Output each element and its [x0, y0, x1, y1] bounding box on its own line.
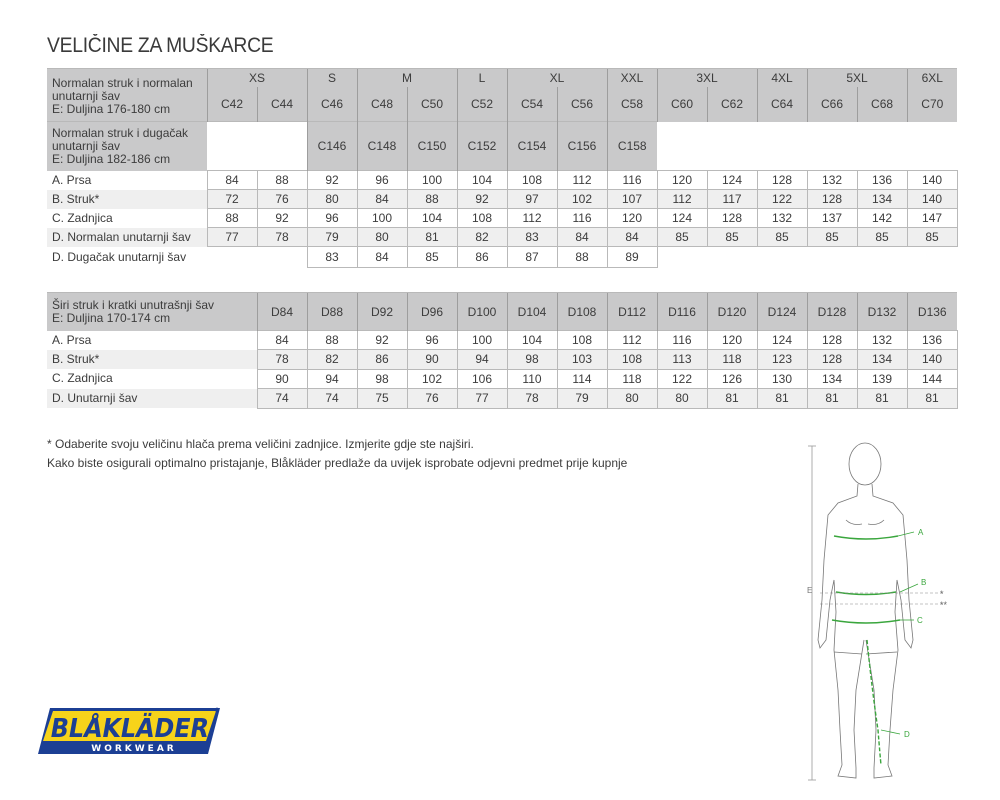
measure-cell — [907, 247, 957, 268]
measure-cell: 100 — [457, 331, 507, 350]
measure-cell: 85 — [707, 228, 757, 247]
measure-cell: 86 — [357, 350, 407, 370]
measure-cell: 86 — [457, 247, 507, 268]
measure-cell: 104 — [457, 171, 507, 190]
measure-cell: 84 — [607, 228, 657, 247]
measure-cell: 128 — [757, 171, 807, 190]
measure-cell: 128 — [807, 350, 857, 370]
measure-cell: 136 — [907, 331, 957, 350]
measure-cell: 137 — [807, 209, 857, 228]
size-code-d92: D92 — [357, 293, 407, 331]
long-size-empty — [757, 122, 807, 171]
measure-cell: 132 — [857, 331, 907, 350]
size-code-d124: D124 — [757, 293, 807, 331]
measure-cell: 85 — [907, 228, 957, 247]
measure-cell: 116 — [607, 171, 657, 190]
size-code-c62: C62 — [707, 87, 757, 122]
marker-single: * — [940, 589, 944, 599]
size-code-d88: D88 — [307, 293, 357, 331]
size-group-4xl: 4XL — [757, 69, 807, 87]
measure-cell: 80 — [657, 389, 707, 409]
measure-cell: 90 — [407, 350, 457, 370]
measure-cell: 89 — [607, 247, 657, 268]
measure-cell: 139 — [857, 369, 907, 389]
size-code-c66: C66 — [807, 87, 857, 122]
measure-cell: 78 — [257, 228, 307, 247]
measure-cell: 132 — [757, 209, 807, 228]
table2-header-label: Širi struk i kratki unutrašnji šav E: Duljina 170-174 cm — [47, 293, 257, 331]
size-group-3xl: 3XL — [657, 69, 757, 87]
measure-cell: 85 — [407, 247, 457, 268]
measure-cell: 77 — [457, 389, 507, 409]
size-group-m: M — [357, 69, 457, 87]
measure-cell: 128 — [807, 190, 857, 209]
measure-cell: 108 — [607, 350, 657, 370]
measure-cell: 126 — [707, 369, 757, 389]
row-label: D. Dugačak unutarnji šav — [52, 249, 187, 264]
measure-cell: 114 — [557, 369, 607, 389]
measure-cell: 74 — [257, 389, 307, 409]
measure-cell: 104 — [507, 331, 557, 350]
measure-c-hips — [832, 620, 900, 623]
measure-cell: 79 — [557, 389, 607, 409]
measure-cell: 110 — [507, 369, 557, 389]
long-size-c158: C158 — [607, 122, 657, 171]
measure-cell — [857, 247, 907, 268]
measure-cell: 72 — [207, 190, 257, 209]
long-size-c152: C152 — [457, 122, 507, 171]
measure-cell: 132 — [807, 171, 857, 190]
size-group-6xl: 6XL — [907, 69, 957, 87]
size-group-5xl: 5XL — [807, 69, 907, 87]
measure-cell: 83 — [507, 228, 557, 247]
measure-cell: 92 — [457, 190, 507, 209]
measure-cell: 76 — [257, 190, 307, 209]
size-code-c44: C44 — [257, 87, 307, 122]
measure-cell: 84 — [357, 190, 407, 209]
size-code-c52: C52 — [457, 87, 507, 122]
measure-cell: 142 — [857, 209, 907, 228]
row-label: D. Unutarnji šav — [47, 389, 257, 409]
size-code-d112: D112 — [607, 293, 657, 331]
size-group-xl: XL — [507, 69, 607, 87]
measure-cell: 94 — [307, 369, 357, 389]
long-size-empty — [257, 122, 307, 171]
size-code-c46: C46 — [307, 87, 357, 122]
measure-cell: 90 — [257, 369, 307, 389]
measure-cell: 88 — [407, 190, 457, 209]
measure-cell: 124 — [707, 171, 757, 190]
measure-cell: 94 — [457, 350, 507, 370]
measure-cell: 87 — [507, 247, 557, 268]
measure-cell — [707, 247, 757, 268]
row-label: A. Prsa — [52, 332, 92, 347]
marker-double: ** — [940, 600, 948, 610]
long-size-empty — [207, 122, 257, 171]
measure-cell — [757, 247, 807, 268]
measure-cell: 84 — [357, 247, 407, 268]
measure-cell: 84 — [557, 228, 607, 247]
measure-cell: 147 — [907, 209, 957, 228]
measure-cell: 113 — [657, 350, 707, 370]
long-size-c148: C148 — [357, 122, 407, 171]
note-asterisk: * Odaberite svoju veličinu hlača prema veličini zadnjice. Izmjerite gdje ste najširi. — [47, 437, 474, 451]
measure-cell: 102 — [557, 190, 607, 209]
measure-cell: 88 — [307, 331, 357, 350]
measure-cell: 122 — [657, 369, 707, 389]
size-code-c50: C50 — [407, 87, 457, 122]
measure-cell: 104 — [407, 209, 457, 228]
size-table-c — [47, 68, 958, 268]
measure-cell: 77 — [207, 228, 257, 247]
size-code-c68: C68 — [857, 87, 907, 122]
measure-cell: 120 — [657, 171, 707, 190]
measure-cell: 84 — [207, 171, 257, 190]
size-group-l: L — [457, 69, 507, 87]
measure-cell — [207, 247, 257, 268]
row-label: B. Struk* — [47, 190, 207, 209]
size-code-c58: C58 — [607, 87, 657, 122]
label-b: B — [921, 578, 927, 587]
blaklader-logo — [36, 704, 226, 758]
measure-cell: 123 — [757, 350, 807, 370]
measure-cell: 80 — [357, 228, 407, 247]
measure-cell: 88 — [557, 247, 607, 268]
measure-cell: 88 — [257, 171, 307, 190]
size-code-c42: C42 — [207, 87, 257, 122]
size-group-xs: XS — [207, 69, 307, 87]
measure-cell: 112 — [607, 331, 657, 350]
measure-cell: 124 — [657, 209, 707, 228]
measure-cell: 81 — [757, 389, 807, 409]
size-code-c48: C48 — [357, 87, 407, 122]
measure-cell — [257, 247, 307, 268]
measure-cell: 124 — [757, 331, 807, 350]
measure-cell: 128 — [707, 209, 757, 228]
measure-cell: 92 — [257, 209, 307, 228]
size-code-d108: D108 — [557, 293, 607, 331]
measure-cell: 120 — [607, 209, 657, 228]
measure-cell: 118 — [607, 369, 657, 389]
measure-cell: 81 — [807, 389, 857, 409]
measure-cell: 122 — [757, 190, 807, 209]
long-size-empty — [807, 122, 857, 171]
measure-cell: 80 — [607, 389, 657, 409]
measure-cell: 108 — [557, 331, 607, 350]
measure-cell: 82 — [307, 350, 357, 370]
measure-cell: 79 — [307, 228, 357, 247]
measure-cell: 76 — [407, 389, 457, 409]
body-measurement-figure — [808, 433, 970, 795]
measure-cell: 112 — [557, 171, 607, 190]
page-title: VELIČINE ZA MUŠKARCE — [47, 34, 274, 57]
measure-cell: 96 — [307, 209, 357, 228]
measure-cell: 81 — [707, 389, 757, 409]
measure-cell: 100 — [357, 209, 407, 228]
measure-cell: 118 — [707, 350, 757, 370]
label-a: A — [918, 528, 924, 537]
measure-cell: 81 — [407, 228, 457, 247]
measure-cell: 88 — [207, 209, 257, 228]
measure-cell: 80 — [307, 190, 357, 209]
measure-d-inseam — [867, 640, 881, 765]
table1-header-label: Normalan struk i normalan unutarnji šav E: Duljina 176-180 cm — [47, 69, 207, 122]
measure-cell: 106 — [457, 369, 507, 389]
body-outline — [818, 443, 913, 778]
row-label: B. Struk* — [47, 350, 257, 370]
measure-cell — [807, 247, 857, 268]
measure-cell: 144 — [907, 369, 957, 389]
row-label: D. Normalan unutarnji šav — [47, 228, 207, 247]
measure-cell: 117 — [707, 190, 757, 209]
row-label: A. Prsa — [52, 172, 92, 187]
measure-cell: 97 — [507, 190, 557, 209]
size-code-d100: D100 — [457, 293, 507, 331]
measure-cell: 100 — [407, 171, 457, 190]
measure-cell: 85 — [807, 228, 857, 247]
long-size-c156: C156 — [557, 122, 607, 171]
measure-cell: 108 — [507, 171, 557, 190]
measure-cell: 112 — [657, 190, 707, 209]
size-code-c54: C54 — [507, 87, 557, 122]
size-code-c60: C60 — [657, 87, 707, 122]
size-code-d128: D128 — [807, 293, 857, 331]
size-code-d84: D84 — [257, 293, 307, 331]
size-code-d132: D132 — [857, 293, 907, 331]
measure-cell: 85 — [857, 228, 907, 247]
long-size-empty — [657, 122, 707, 171]
logo-registered: ® — [214, 707, 220, 714]
measure-cell: 74 — [307, 389, 357, 409]
measure-cell: 102 — [407, 369, 457, 389]
label-d: D — [904, 730, 910, 739]
measure-cell: 85 — [657, 228, 707, 247]
long-size-c146: C146 — [307, 122, 357, 171]
measure-cell: 85 — [757, 228, 807, 247]
row-label: C. Zadnjica — [52, 210, 113, 225]
measure-cell: 82 — [457, 228, 507, 247]
long-size-empty — [707, 122, 757, 171]
logo-wordmark: BLÅKLÄDER — [47, 714, 226, 744]
measure-cell: 98 — [357, 369, 407, 389]
row-label: C. Zadnjica — [52, 371, 113, 386]
measure-cell: 140 — [907, 190, 957, 209]
measure-cell: 81 — [907, 389, 957, 409]
measure-cell: 92 — [357, 331, 407, 350]
measure-a-chest — [834, 536, 898, 539]
measure-cell: 103 — [557, 350, 607, 370]
long-size-c150: C150 — [407, 122, 457, 171]
measure-cell: 98 — [507, 350, 557, 370]
measure-cell: 84 — [257, 331, 307, 350]
measure-cell: 134 — [857, 350, 907, 370]
size-code-c64: C64 — [757, 87, 807, 122]
long-size-empty — [907, 122, 957, 171]
size-code-c70: C70 — [907, 87, 957, 122]
measure-cell: 130 — [757, 369, 807, 389]
measure-cell: 92 — [307, 171, 357, 190]
label-c: C — [917, 616, 923, 625]
logo-subtitle: WORKWEAR — [91, 744, 177, 754]
measure-cell: 81 — [857, 389, 907, 409]
measure-cell: 140 — [907, 171, 957, 190]
measure-cell: 78 — [507, 389, 557, 409]
label-e: E — [807, 586, 813, 595]
measure-cell — [657, 247, 707, 268]
measure-cell: 75 — [357, 389, 407, 409]
size-code-d116: D116 — [657, 293, 707, 331]
measure-cell: 128 — [807, 331, 857, 350]
measure-cell: 96 — [357, 171, 407, 190]
size-group-s: S — [307, 69, 357, 87]
measure-cell: 108 — [457, 209, 507, 228]
measure-cell: 107 — [607, 190, 657, 209]
size-code-d104: D104 — [507, 293, 557, 331]
measure-cell: 140 — [907, 350, 957, 370]
measure-cell: 96 — [407, 331, 457, 350]
size-code-c56: C56 — [557, 87, 607, 122]
long-size-c154: C154 — [507, 122, 557, 171]
measure-cell: 112 — [507, 209, 557, 228]
size-code-d120: D120 — [707, 293, 757, 331]
measure-cell: 120 — [707, 331, 757, 350]
measure-cell: 83 — [307, 247, 357, 268]
size-code-d96: D96 — [407, 293, 457, 331]
measure-cell: 136 — [857, 171, 907, 190]
measure-cell: 134 — [807, 369, 857, 389]
long-size-empty — [857, 122, 907, 171]
note-fit-advice: Kako biste osigurali optimalno pristajanje, Blåkläder predlaže da uvijek isprobate odjevni predmet prije kupnje — [47, 456, 628, 470]
measure-cell: 78 — [257, 350, 307, 370]
size-table-d — [47, 292, 958, 409]
measure-cell: 116 — [657, 331, 707, 350]
size-group-xxl: XXL — [607, 69, 657, 87]
table1-long-header-label: Normalan struk i dugačak unutarnji šav E: Duljina 182-186 cm — [47, 122, 207, 171]
measure-cell: 134 — [857, 190, 907, 209]
size-code-d136: D136 — [907, 293, 957, 331]
measure-cell: 116 — [557, 209, 607, 228]
